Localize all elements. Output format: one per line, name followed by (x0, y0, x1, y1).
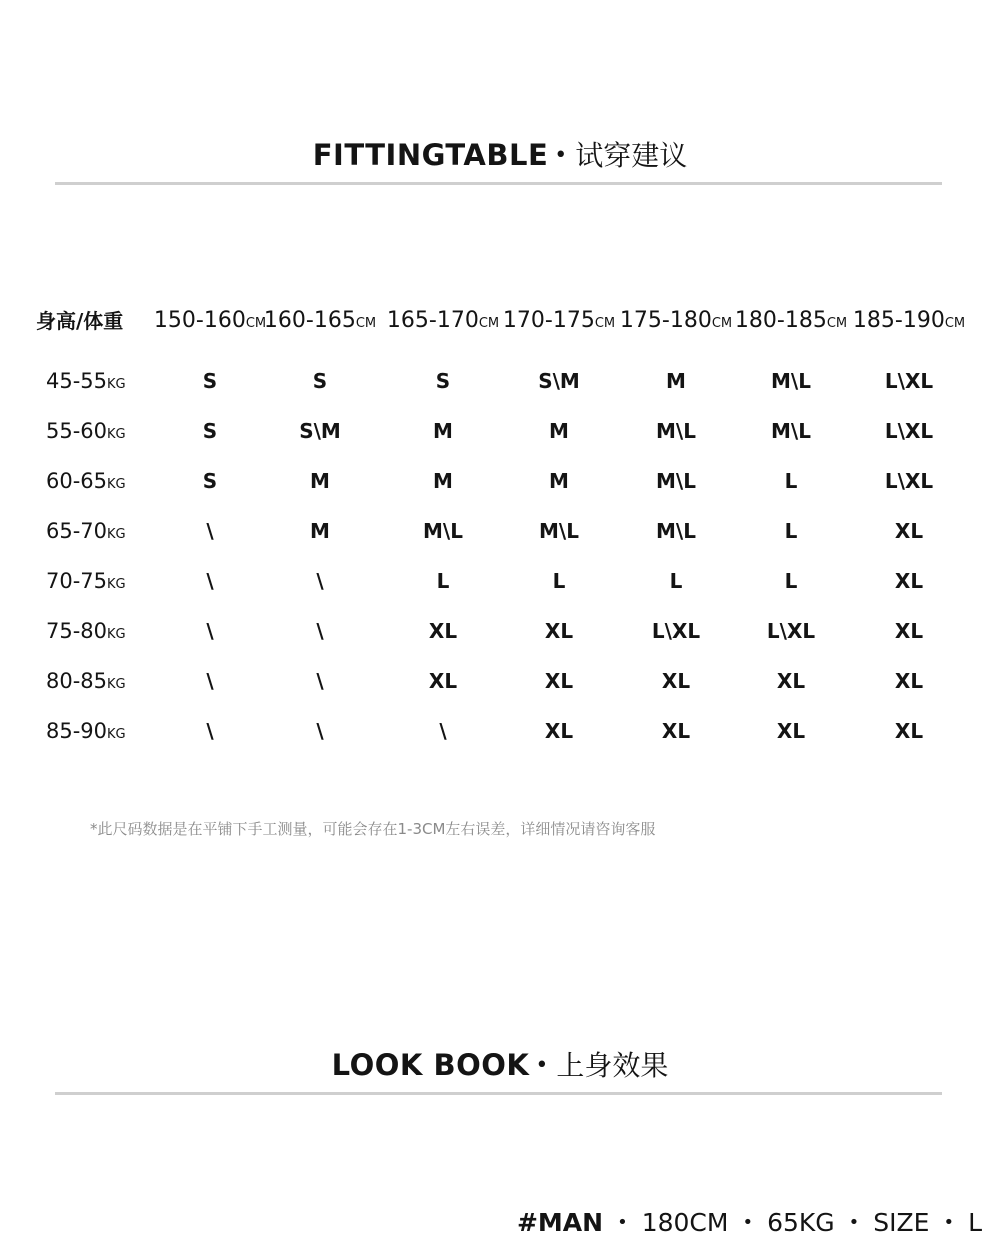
size-cell: \ (206, 719, 214, 743)
size-cell: L (784, 569, 798, 593)
table-row (0, 556, 1000, 606)
model-caption (517, 1208, 982, 1237)
height-unit: CM (711, 316, 733, 331)
weight-label (46, 506, 126, 556)
weight-range: 70-75 (46, 569, 108, 593)
size-cell: \ (206, 619, 214, 643)
size-cell: \ (316, 719, 324, 743)
title-separator: • (535, 1053, 549, 1078)
size-cell: L (436, 569, 450, 593)
size-cell: M (310, 519, 330, 543)
size-cell: S (202, 419, 218, 443)
table-row (0, 506, 1000, 556)
height-header (618, 296, 734, 346)
weight-unit: KG (107, 577, 126, 592)
size-cell: XL (544, 669, 574, 693)
size-cell: M (310, 469, 330, 493)
size-cell: XL (894, 619, 924, 643)
table-header-row (0, 296, 1000, 356)
size-cell: XL (776, 719, 806, 743)
weight-unit: KG (107, 677, 126, 692)
lookbook-title-zh: 上身效果 (556, 1049, 669, 1082)
weight-range: 80-85 (46, 669, 108, 693)
size-cell: M (433, 419, 453, 443)
size-cell: XL (544, 719, 574, 743)
weight-unit: KG (107, 477, 126, 492)
size-cell: M (549, 469, 569, 493)
lookbook-title-en: LOOK BOOK (331, 1048, 530, 1082)
size-cell: L\XL (884, 419, 934, 443)
fitting-title-zh: 试穿建议 (575, 139, 688, 172)
weight-label (46, 606, 126, 656)
size-cell: L\XL (884, 469, 934, 493)
weight-label (46, 656, 126, 706)
size-cell: XL (894, 719, 924, 743)
size-cell: XL (894, 669, 924, 693)
caption-separator: • (848, 1212, 860, 1233)
size-cell: XL (661, 719, 691, 743)
fitting-section-title (0, 134, 1000, 174)
model-size-label: SIZE (873, 1208, 930, 1237)
height-header (385, 296, 501, 346)
weight-range: 75-80 (46, 619, 108, 643)
table-row (0, 706, 1000, 756)
size-cell: M\L (771, 369, 811, 393)
measurement-note: *此尺码数据是在平铺下手工测量，可能会存在1-3CM左右误差，详细情况请咨询客服 (90, 820, 656, 838)
height-header (262, 296, 378, 346)
size-cell: M (433, 469, 453, 493)
size-cell: XL (544, 619, 574, 643)
height-range: 180-185 (734, 308, 827, 333)
size-cell: M\L (656, 419, 696, 443)
height-range: 160-165 (263, 308, 356, 333)
size-cell: \ (316, 669, 324, 693)
table-corner-label: 身高/体重 (36, 309, 124, 333)
model-weight: 65KG (767, 1208, 835, 1237)
size-cell: M\L (656, 469, 696, 493)
size-cell: L\XL (884, 369, 934, 393)
size-cell: L\XL (766, 619, 816, 643)
size-cell: XL (776, 669, 806, 693)
size-cell: M\L (771, 419, 811, 443)
weight-label (46, 356, 126, 406)
weight-unit: KG (107, 377, 126, 392)
size-cell: M\L (539, 519, 579, 543)
height-range: 185-190 (852, 308, 945, 333)
size-cell: M\L (423, 519, 463, 543)
size-cell: M\L (656, 519, 696, 543)
size-cell: S (435, 369, 451, 393)
table-row (0, 406, 1000, 456)
height-range: 170-175 (502, 308, 595, 333)
caption-separator: • (617, 1212, 628, 1233)
model-tag: #MAN (516, 1208, 604, 1237)
weight-unit: KG (107, 527, 126, 542)
weight-unit: KG (107, 627, 126, 642)
table-row (0, 606, 1000, 656)
size-cell: L (669, 569, 683, 593)
height-range: 150-160 (153, 308, 246, 333)
size-cell: \ (206, 669, 214, 693)
weight-range: 45-55 (46, 369, 108, 393)
size-table (0, 296, 1000, 756)
weight-unit: KG (107, 427, 126, 442)
size-cell: L\XL (651, 619, 701, 643)
height-unit: CM (594, 316, 616, 331)
size-cell: S (312, 369, 328, 393)
table-row (0, 356, 1000, 406)
size-cell: XL (428, 669, 458, 693)
size-cell: XL (894, 519, 924, 543)
caption-separator: • (943, 1212, 955, 1233)
size-cell: S (202, 469, 218, 493)
table-row (0, 656, 1000, 706)
height-range: 175-180 (619, 308, 712, 333)
weight-range: 65-70 (46, 519, 108, 543)
weight-label (46, 556, 126, 606)
size-cell: \ (439, 719, 447, 743)
lookbook-section-title (0, 1044, 1000, 1084)
fitting-divider (55, 182, 942, 185)
height-header (501, 296, 617, 346)
height-unit: CM (944, 316, 966, 331)
weight-label (46, 406, 126, 456)
weight-range: 55-60 (46, 419, 108, 443)
height-unit: CM (355, 316, 377, 331)
weight-unit: KG (107, 727, 126, 742)
size-cell: L (784, 469, 798, 493)
size-cell: \ (316, 619, 324, 643)
model-height: 180CM (641, 1208, 729, 1237)
weight-range: 60-65 (46, 469, 108, 493)
height-header (851, 296, 967, 346)
height-header (733, 296, 849, 346)
size-cell: \ (316, 569, 324, 593)
size-cell: M (666, 369, 686, 393)
height-header (152, 296, 268, 346)
fitting-title-en: FITTINGTABLE (312, 138, 549, 172)
model-size-value: L (968, 1208, 982, 1237)
size-cell: XL (428, 619, 458, 643)
height-unit: CM (478, 316, 500, 331)
size-cell: L (784, 519, 798, 543)
size-cell: S\M (299, 419, 341, 443)
title-separator: • (554, 143, 568, 168)
size-cell: M (549, 419, 569, 443)
lookbook-divider (55, 1092, 942, 1095)
size-cell: \ (206, 569, 214, 593)
height-range: 165-170 (386, 308, 479, 333)
size-cell: \ (206, 519, 214, 543)
table-row (0, 456, 1000, 506)
size-cell: XL (661, 669, 691, 693)
caption-separator: • (742, 1212, 754, 1233)
height-unit: CM (245, 316, 267, 331)
height-unit: CM (826, 316, 848, 331)
size-cell: XL (894, 569, 924, 593)
size-cell: S (202, 369, 218, 393)
size-cell: L (552, 569, 566, 593)
weight-label (46, 456, 126, 506)
size-cell: S\M (538, 369, 580, 393)
weight-label (46, 706, 126, 756)
weight-range: 85-90 (46, 719, 108, 743)
